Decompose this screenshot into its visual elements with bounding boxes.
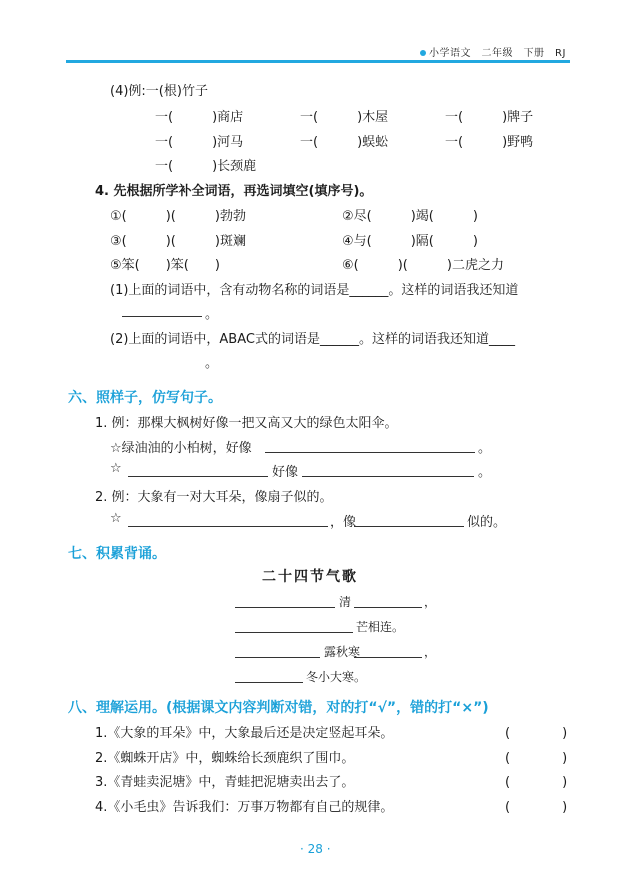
q4b-title: 4. 先根据所学补全词语，再选词填空(填序号)。 <box>95 184 373 199</box>
section-6-title: 六、照样子，仿写句子。 <box>68 390 222 406</box>
period: 。 <box>205 307 219 322</box>
q4-item: 一( )野鸭 <box>445 135 534 150</box>
q4-item: 一( )长颈鹿 <box>155 159 257 174</box>
prompt-mid: ，像 <box>330 515 357 530</box>
judgement-item: 4.《小毛虫》告诉我们：万事万物都有自己的规律。 <box>95 800 394 815</box>
answer-line[interactable] <box>128 462 268 481</box>
poem-text: 清 <box>339 595 352 609</box>
poem-text: ， <box>424 645 437 659</box>
answer-line[interactable] <box>302 462 474 481</box>
poem-text: 冬小大寒。 <box>306 670 367 684</box>
section-8-title: 八、理解运用。(根据课文内容判断对错，对的打“√”，错的打“×”) <box>68 700 489 716</box>
answer-line[interactable] <box>354 593 422 612</box>
poem-title: 二十四节气歌 <box>262 569 358 585</box>
idiom-item: ②尽( )竭( ) <box>342 209 478 224</box>
answer-line[interactable] <box>354 643 422 662</box>
q4-item: 一( )蜈蚣 <box>300 135 389 150</box>
prompt-mid: 好像 <box>272 465 299 480</box>
idiom-item: ①( )( )勃勃 <box>110 209 246 224</box>
example-1: 1. 例：那棵大枫树好像一把又高又大的绿色太阳伞。 <box>95 416 398 431</box>
answer-line[interactable] <box>354 512 464 531</box>
period: 。 <box>478 465 492 480</box>
poem-text: 芒相连。 <box>356 620 405 634</box>
period: 。 <box>478 441 492 456</box>
answer-line[interactable] <box>235 668 303 687</box>
poem-text: 露秋寒 <box>324 645 361 659</box>
q4b-sub1: (1)上面的词语中，含有动物名称的词语是______。这样的词语我还知道 <box>110 283 519 298</box>
answer-line[interactable] <box>235 643 320 662</box>
answer-line[interactable] <box>235 618 353 637</box>
q4-item: 一( )河马 <box>155 135 244 150</box>
answer-line[interactable] <box>122 302 202 321</box>
q4-item: 一( )商店 <box>155 110 244 125</box>
judgement-item: 2.《蜘蛛开店》中，蜘蛛给长颈鹿织了围巾。 <box>95 751 355 766</box>
q4-item: 一( )木屋 <box>300 110 389 125</box>
judgement-item: 1.《大象的耳朵》中，大象最后还是决定竖起耳朵。 <box>95 726 394 741</box>
idiom-item: ③( )( )斑斓 <box>110 234 246 249</box>
header-bar <box>66 60 570 63</box>
answer-bracket[interactable]: ( ) <box>505 751 568 766</box>
bullet-icon <box>420 50 426 56</box>
page-number: · 28 · <box>300 842 331 856</box>
star-icon: ☆ <box>110 511 122 526</box>
answer-line[interactable] <box>235 593 335 612</box>
answer-bracket[interactable]: ( ) <box>505 726 568 741</box>
answer-line[interactable] <box>128 512 328 531</box>
answer-line[interactable] <box>265 438 475 457</box>
answer-bracket[interactable]: ( ) <box>505 800 568 815</box>
prompt-end: 似的。 <box>467 515 507 530</box>
section-7-title: 七、积累背诵。 <box>68 546 166 562</box>
poem-text: ， <box>424 595 437 609</box>
period: 。 <box>205 356 219 371</box>
idiom-item: ⑥( )( )二虎之力 <box>342 258 504 273</box>
judgement-item: 3.《青蛙卖泥塘》中，青蛙把泥塘卖出去了。 <box>95 775 355 790</box>
example-2: 2. 例：大象有一对大耳朵，像扇子似的。 <box>95 490 333 505</box>
idiom-item: ⑤笨( )笨( ) <box>110 258 220 273</box>
q4b-sub2: (2)上面的词语中，ABAC式的词语是______。这样的词语我还知道____ <box>110 332 515 347</box>
header-label: 小学语文 二年级 下册 RJ <box>420 44 566 59</box>
star-icon: ☆ <box>110 461 122 476</box>
q4-item: 一( )牌子 <box>445 110 534 125</box>
answer-bracket[interactable]: ( ) <box>505 775 568 790</box>
q4-example: (4)例:一(根)竹子 <box>110 84 208 99</box>
prompt-1a: ☆绿油油的小柏树，好像 <box>110 441 252 456</box>
idiom-item: ④与( )隔( ) <box>342 234 478 249</box>
